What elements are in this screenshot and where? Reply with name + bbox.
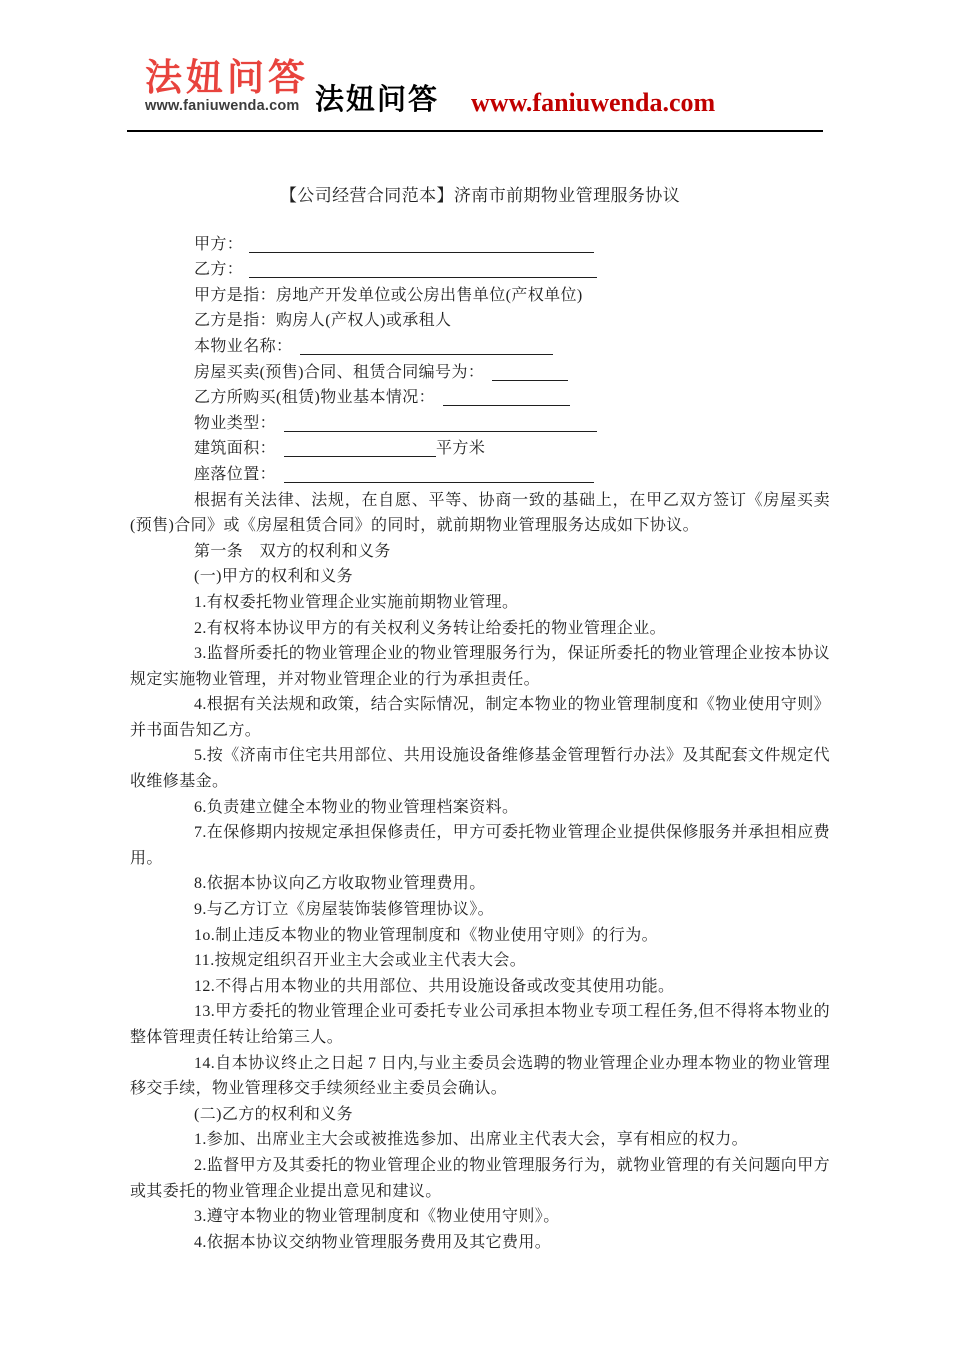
clause-paragraph: 1.有权委托物业管理企业实施前期物业管理。	[194, 593, 519, 611]
preamble-paragraph: 根据有关法律、法规，在自愿、平等、协商一致的基础上，在甲乙双方签订《房屋买卖(预售)合同》或《房屋租赁合同》的同时，就前期物业管理服务达成如下协议。	[130, 491, 830, 535]
field-label: 座落位置：	[194, 465, 277, 483]
clause-paragraph: 2.有权将本协议甲方的有关权利义务转让给委托的物业管理企业。	[194, 619, 667, 637]
clause-paragraph: 9.与乙方订立《房屋装饰装修管理协议》。	[194, 901, 495, 919]
clause-paragraph: 13.甲方委托的物业管理企业可委托专业公司承担本物业专项工程任务,但不得将本物业的整体管理责任转让给第三人。	[130, 1003, 830, 1046]
form-line-party-a	[194, 232, 830, 258]
header-divider	[127, 130, 823, 132]
form-line-party-a-definition: 甲方是指：房地产开发单位或公房出售单位(产权单位)	[194, 286, 583, 304]
logo-url-text: www.faniuwenda.com	[145, 98, 300, 114]
clause-paragraph: 1o.制止违反本物业的物业管理制度和《物业使用守则》的行为。	[194, 926, 659, 944]
form-line-property-condition	[194, 385, 830, 411]
field-label: 乙方：	[194, 261, 244, 279]
field-label: 乙方所购买(租赁)物业基本情况：	[194, 389, 436, 407]
clause-paragraph: 7.在保修期内按规定承担保修责任，甲方可委托物业管理企业提供保修服务并承担相应费用。	[130, 824, 831, 867]
blank-underline	[492, 362, 568, 381]
blank-underline	[249, 259, 597, 278]
field-suffix: 平方米	[436, 440, 486, 458]
field-label: 建筑面积：	[194, 440, 277, 458]
clause-paragraph: 8.依据本协议向乙方收取物业管理费用。	[194, 875, 486, 893]
clause-paragraph: 1.参加、出席业主大会或被推选参加、出席业主代表大会，享有相应的权力。	[194, 1131, 749, 1149]
clause-paragraph: 4.根据有关法规和政策，结合实际情况，制定本物业的物业管理制度和《物业使用守则》并书面告知乙方。	[130, 696, 831, 739]
form-line-property-type	[194, 411, 830, 437]
form-line-building-area	[194, 436, 830, 462]
form-line-location	[194, 462, 830, 488]
form-line-party-b-definition: 乙方是指：购房人(产权人)或承租人	[194, 312, 452, 330]
clause-paragraph: 11.按规定组织召开业主大会或业主代表大会。	[194, 952, 527, 970]
site-logo	[145, 58, 309, 115]
clause-paragraph: 3.遵守本物业的物业管理制度和《物业使用守则》。	[194, 1208, 560, 1226]
clause-paragraph: 12.不得占用本物业的共用部位、共用设施设备或改变其使用功能。	[194, 977, 675, 995]
blank-underline	[249, 234, 594, 253]
clause-paragraph: 14.自本协议终止之日起 7 日内,与业主委员会选聘的物业管理企业办理本物业的物业管理移交手续，物业管理移交手续须经业主委员会确认。	[130, 1054, 830, 1098]
field-label: 房屋买卖(预售)合同、租赁合同编号为：	[194, 363, 485, 381]
site-header	[145, 58, 715, 115]
document-title: 【公司经营合同范本】济南市前期物业管理服务协议	[279, 186, 681, 205]
clause-paragraph: 3.监督所委托的物业管理企业的物业管理服务行为，保证所委托的物业管理企业按本协议规定实施物业管理，并对物业管理企业的行为承担责任。	[130, 645, 831, 688]
header-site-url: www.faniuwenda.com	[471, 88, 716, 117]
clause-paragraph: 5.按《济南市住宅共用部位、共用设施设备维修基金管理暂行办法》及其配套文件规定代收维修基金。	[130, 747, 831, 791]
blank-underline	[284, 438, 436, 457]
section-1-heading: (一)甲方的权利和义务	[194, 568, 354, 586]
document-body	[130, 183, 830, 1255]
blank-underline	[284, 464, 594, 483]
field-label: 物业类型：	[194, 414, 277, 432]
blank-underline	[284, 413, 597, 432]
article-1-heading: 第一条 双方的权利和义务	[194, 542, 391, 560]
blank-underline	[443, 387, 570, 406]
form-line-property-name	[194, 334, 830, 360]
field-label: 本物业名称：	[194, 337, 293, 355]
form-line-contract-number	[194, 360, 830, 386]
header-brand-name: 法妞问答	[315, 84, 440, 116]
section-2-heading: (二)乙方的权利和义务	[194, 1105, 354, 1123]
blank-underline	[300, 336, 553, 355]
form-line-party-b	[194, 257, 830, 283]
clause-paragraph: 6.负责建立健全本物业的物业管理档案资料。	[194, 798, 519, 816]
field-label: 甲方：	[194, 235, 244, 253]
logo-brand-text: 法妞问答	[145, 57, 309, 98]
clause-paragraph: 4.依据本协议交纳物业管理服务费用及其它费用。	[194, 1233, 552, 1251]
clause-paragraph: 2.监督甲方及其委托的物业管理企业的物业管理服务行为，就物业管理的有关问题向甲方或其委托的物业管理企业提出意见和建议。	[130, 1156, 831, 1200]
